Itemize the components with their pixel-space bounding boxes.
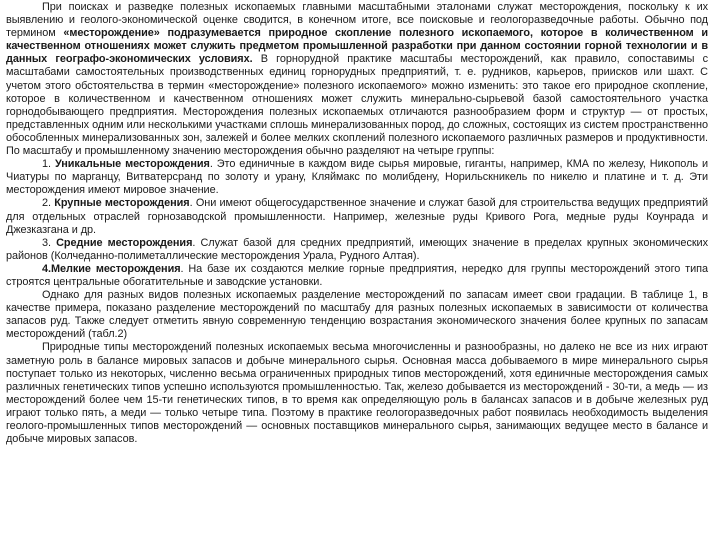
reserves-paragraph: Однако для разных видов полезных ископаемых разделение месторождений по запасам имеет свои градации. В таблице 1, в качестве примера, показано разделение месторождений по масштабу для разных полезных ископаемых в зависимости от количества запасов руд. Также следует отметить явную современную тенденцию возрастания экономического значения более крупных по запасам месторождений (табл.2) — [6, 289, 708, 341]
intro-continuation: В горнорудной практике масштабы месторождений, как правило, сопоставимы с масштабами самостоятельных производственных единиц горнорудных предприятий, т. е. рудников, карьеров, приисков или шахт. С учетом этого обстоятельства в термин «месторождение» полезного ископаемого» можно изменить: это такое его природное скопление, которое в количественном и качественном отношениях может служить минерально-сырьевой базой самостоятельного участка горнодобывающего предприятия. Месторождения полезных ископаемых отличаются разнообразием форм и структур — от простых, представленных одним или несколькими участками сплошь минерализованных пород, до сложных, состоящих из систем пространственно обособленных минерализованных зон, залежей и более мелких скоплений полезного ископаемого различных размеров и продуктивности. По масштабу и промышленному значению месторождения обычно разделяют на четыре группы: — [6, 53, 708, 158]
list-item-title: Средние месторождения — [56, 236, 193, 249]
list-item-medium — [6, 237, 708, 263]
list-item-number: 2. — [42, 197, 55, 210]
list-item-title: Уникальные месторождения — [54, 158, 210, 171]
list-item-text: . Они имеют общегосударственное значение и служат базой для строительства ведущих предприятий для отдельных отраслей горнозаводской промышленности. Например, железные руды Кривого Рога, медные руды Коунрада и Джезказгана и др. — [6, 197, 708, 236]
list-item-small — [6, 263, 708, 289]
natural-types-paragraph: Природные типы месторождений полезных ископаемых весьма многочисленны и разнообразны, но далеко не все из них играют заметную роль в балансе мировых запасов и добыче минерального сырья. Основная масса добываемого в мире минерального сырья поступает только из некоторых, численно весьма ограниченных природных типов месторождений, хотя единичные месторождения самых различных генетических типов успешно используются промышленностью. Так, железо добывается из месторождений - 30-ти, а медь — из месторождений более чем 15-ти генетических типов, в то время как определяющую роль в балансах запасов и в добыче железных руд играют только пять, а меди — только четыре типа. Поэтому в практике геологоразведочных работ появилась необходимость выделения геолого-промышленных типов месторождений — основных поставщиков минерального сырья, занимающих ведущее место в балансе и добыче мировых запасов. — [6, 341, 708, 446]
list-item-title: Крупные месторождения — [54, 197, 190, 210]
document-text — [6, 1, 708, 446]
list-item-text: . На базе их создаются мелкие горные предприятия, нередко для группы месторождений этого типа строятся центральные обогатительные и заводские установки. — [6, 262, 708, 288]
list-item-number: 3. — [42, 236, 57, 249]
intro-text: При поисках и разведке полезных ископаемых главными масштабными эталонами служат месторождения, поскольку к их выявлению и геолого-экономической оценке сводится, в конечном итоге, все поисковые и геологоразведочные работы. Обычно под термином — [6, 1, 708, 40]
list-item-large — [6, 197, 708, 236]
list-item-number: 4. — [42, 262, 51, 275]
list-item-text: . Служат базой для средних предприятий, имеющих значение в пределах крупных экономических районов (Колчеданно-полиметаллические месторождения Урала, Рудного Алтая). — [6, 236, 708, 262]
intro-paragraph — [6, 1, 708, 158]
list-item-text: . Это единичные в каждом виде сырья мировые, гиганты, например, КМА по железу, Никополь и Чиатуры по марганцу, Витватерсранд по золоту и урану, Кляймакс по молибдену, Норильскникель по никелю и платине и т. д. Эти месторождения имеют мировое значение. — [6, 158, 708, 197]
list-item-unique — [6, 158, 708, 197]
list-item-number: 1. — [42, 158, 55, 171]
deposit-definition: «месторождение» подразумевается природное скопление полезного ископаемого, которое в количественном и качественном отношениях может служить предметом промышленной разработки при данном состоянии горной технологии и в данных географо-экономических условиях. — [6, 27, 708, 66]
list-item-title: Мелкие месторождения — [50, 262, 181, 275]
